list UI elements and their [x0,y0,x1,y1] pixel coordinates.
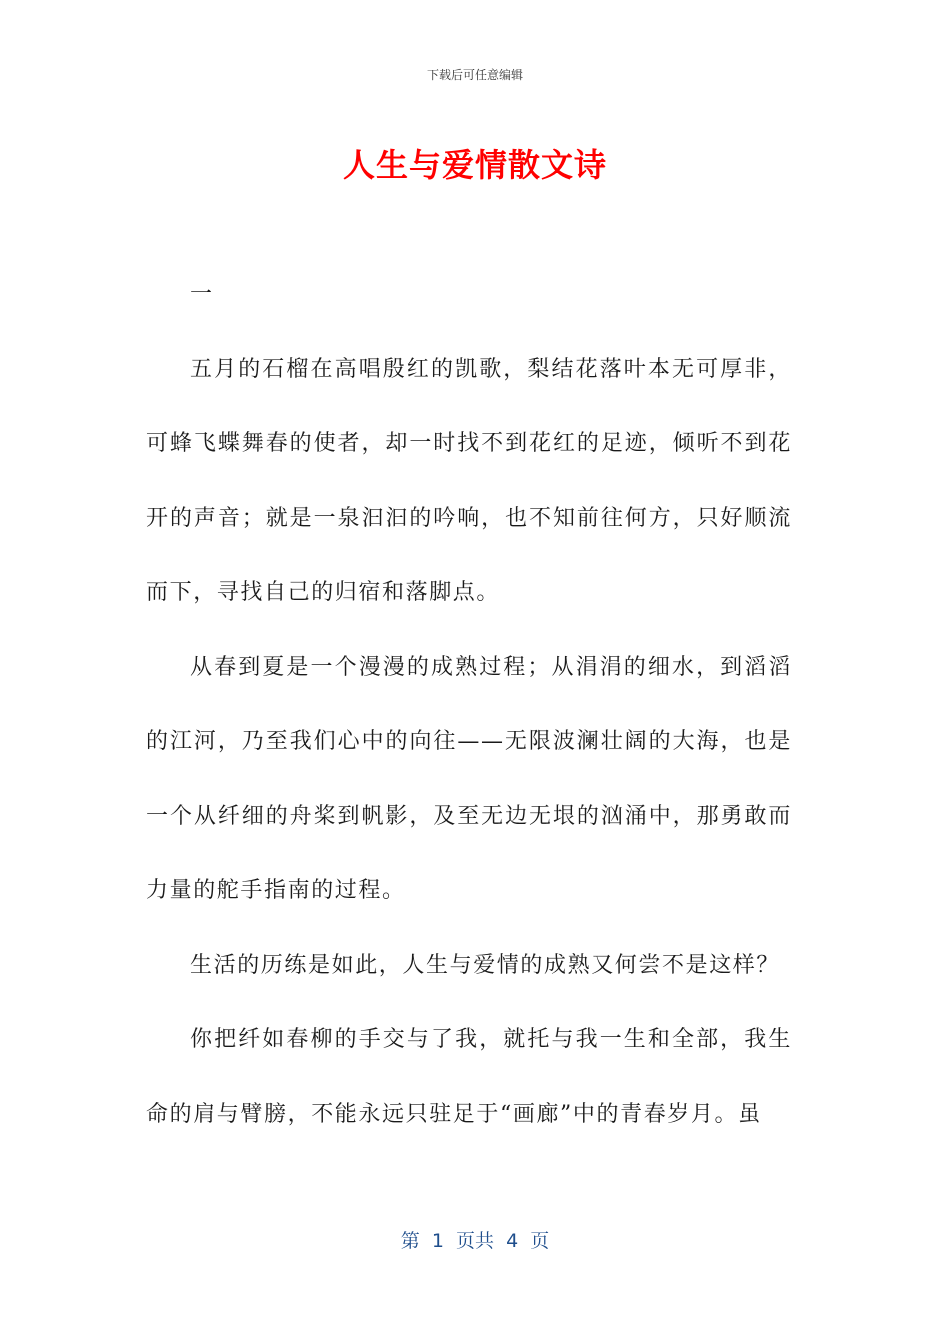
paragraph: 生活的历练是如此，人生与爱情的成熟又何尝不是这样？ [190,952,781,978]
paragraph: 从春到夏是一个漫漫的成熟过程；从涓涓的细水，到滔滔的江河，乃至我们心中的向往——无限波澜壮阔的大海，也是一个从纤细的舟桨到帆影，及至无边无垠的汹涌中，那勇敢而力量的舵手指南的过程。 [146,654,792,903]
document-body [146,258,792,1152]
page-number-footer: 第 1 页共 4 页 [400,1230,550,1252]
paragraph: 五月的石榴在高唱殷红的凯歌，梨结花落叶本无可厚非，可蜂飞蝶舞春的使者，却一时找不到花红的足迹，倾听不到花开的声音；就是一泉汩汩的吟响，也不知前往何方，只好顺流而下，寻找自己的归宿和落脚点。 [146,356,792,605]
paragraph: 你把纤如春柳的手交与了我，就托与我一生和全部，我生命的肩与臂膀，不能永远只驻足于“画廊”中的青春岁月。虽 [146,1027,792,1127]
header-note: 下载后可任意编辑 [426,68,523,82]
section-number: 一 [190,282,214,307]
document-title: 人生与爱情散文诗 [342,146,607,184]
